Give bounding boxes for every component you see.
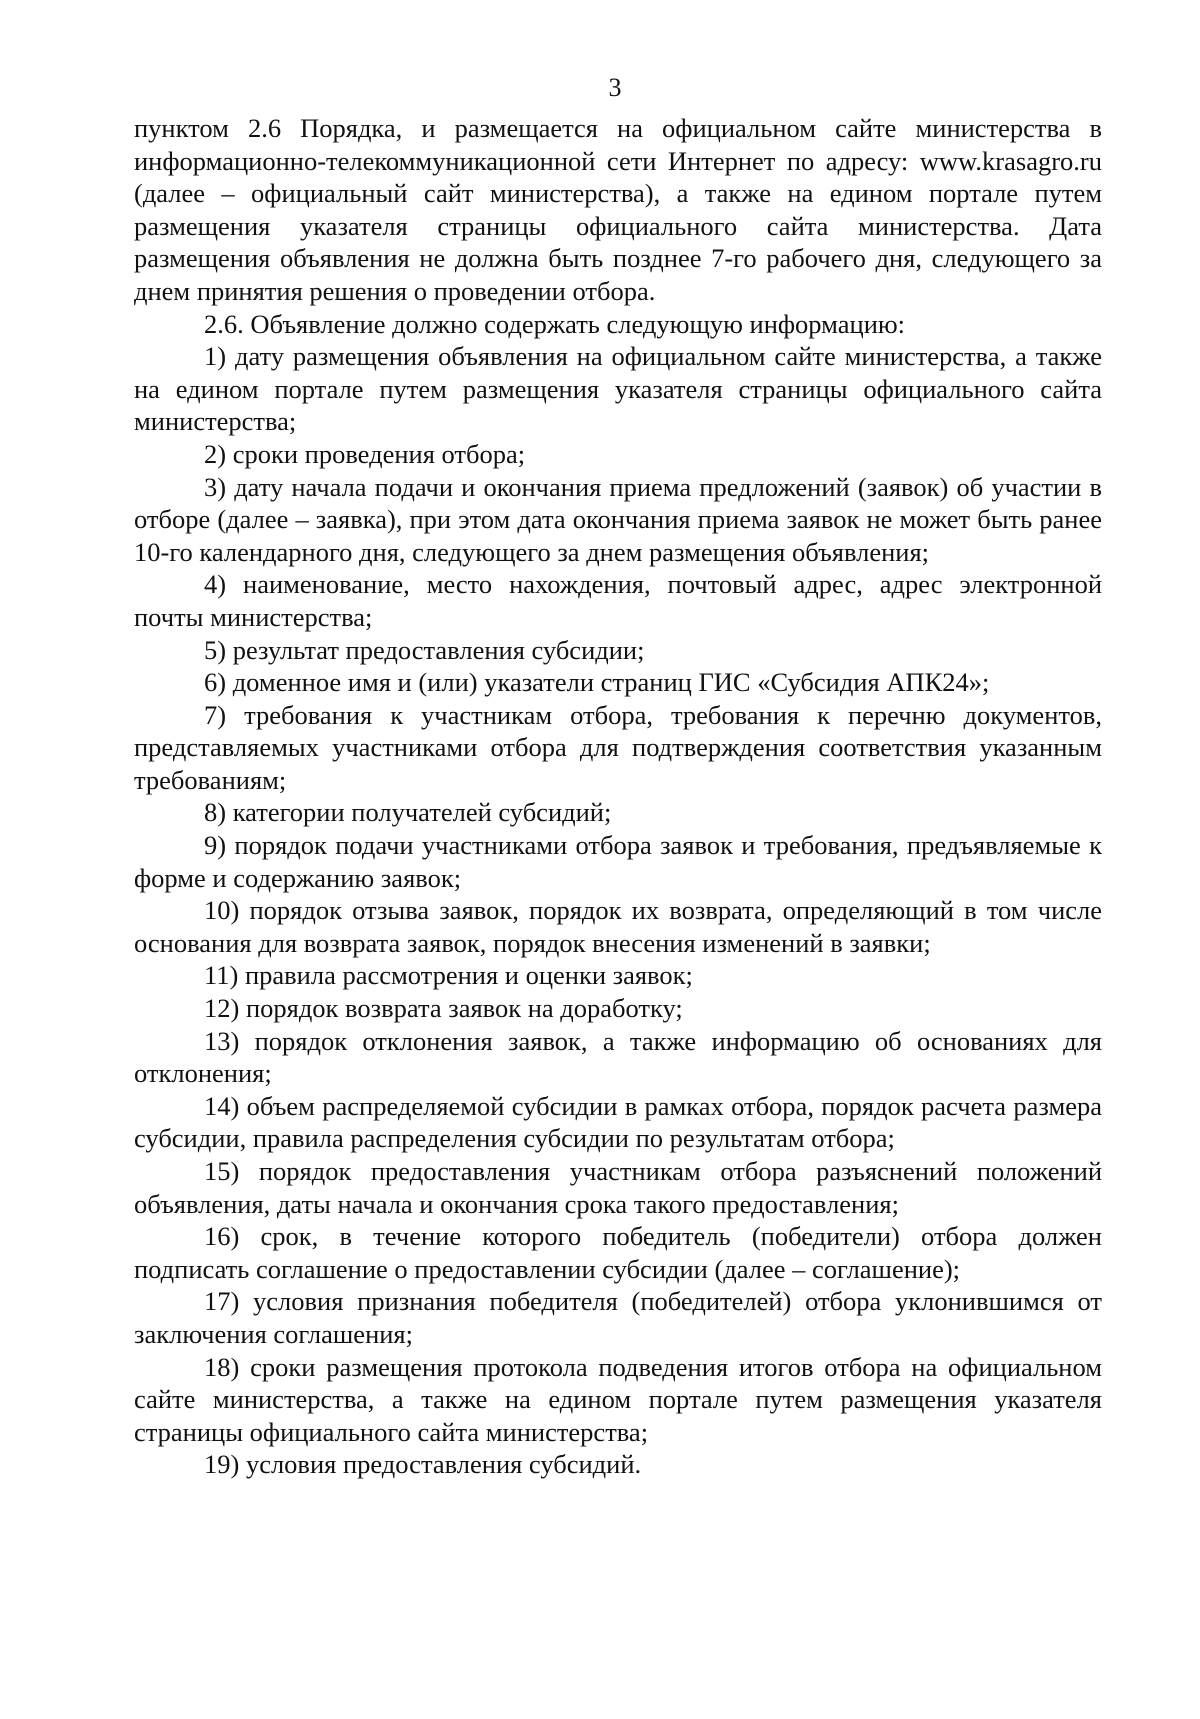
list-item-19: 19) условия предоставления субсидий. <box>204 1449 642 1480</box>
list-item-2: 2) сроки проведения отбора; <box>204 438 526 469</box>
list-item-11: 11) правила рассмотрения и оценки заявок; <box>204 960 693 991</box>
list-item-17: 17) условия признания победителя (победителей) отбора уклонившимся от заключения соглашения; <box>134 1286 1102 1349</box>
list-item-13: 13) порядок отклонения заявок, а также информацию об основаниях для отклонения; <box>134 1025 1102 1089</box>
list-item-3: 3) дату начала подачи и окончания приема предложений (заявок) об участии в отборе (далее – заявка), при этом дата окончания приема заявок не может быть ранее 10-го календарного дня, следующего за днем размещения объявления; <box>134 471 1102 567</box>
list-item-15: 15) порядок предоставления участникам отбора разъяснений положений объявления, даты начала и окончания срока такого предоставления; <box>134 1156 1102 1219</box>
list-item-8: 8) категории получателей субсидий; <box>204 797 612 828</box>
paragraph-intro: пунктом 2.6 Порядка, и размещается на официальном сайте министерства в информационно-телекоммуникационной сети Интернет по адресу: www.krasagro.ru (далее – официальный сайт министерства), а также на едином портале путем размещения указателя страницы официального сайта министерства. Дата размещения объявления не должна быть позднее 7-го рабочего дня, следующего за днем принятия решения о проведении отбора. <box>134 113 1102 306</box>
list-item-12: 12) порядок возврата заявок на доработку; <box>204 993 683 1024</box>
list-item-14: 14) объем распределяемой субсидии в рамках отбора, порядок расчета размера субсидии, правила распределения субсидии по результатам отбора; <box>134 1090 1102 1154</box>
list-item-16: 16) срок, в течение которого победитель (победители) отбора должен подписать соглашение о предоставлении субсидии (далее – соглашение); <box>134 1221 1102 1284</box>
list-item-4: 4) наименование, место нахождения, почтовый адрес, адрес электронной почты министерства; <box>134 569 1102 632</box>
list-item-6: 6) доменное имя и (или) указатели страниц ГИС «Субсидия АПК24»; <box>204 667 990 698</box>
list-item-18: 18) сроки размещения протокола подведения итогов отбора на официальном сайте министерства, а также на едином портале путем размещения указателя страницы официального сайта министерства; <box>134 1351 1102 1447</box>
page-number: 3 <box>608 73 622 102</box>
list-item-7: 7) требования к участникам отбора, требования к перечню документов, представляемых участниками отбора для подтверждения соответствия указанным требованиям; <box>134 699 1102 795</box>
section-heading-2-6: 2.6. Объявление должно содержать следующую информацию: <box>204 308 906 339</box>
list-item-9: 9) порядок подачи участниками отбора заявок и требования, предъявляемые к форме и содержанию заявок; <box>134 830 1102 893</box>
document-body <box>134 112 1102 1481</box>
list-item-1: 1) дату размещения объявления на официальном сайте министерства, а также на едином портале путем размещения указателя страницы официального сайта министерства; <box>134 341 1102 437</box>
list-item-10: 10) порядок отзыва заявок, порядок их возврата, определяющий в том числе основания для возврата заявок, порядок внесения изменений в заявки; <box>134 895 1102 958</box>
list-item-5: 5) результат предоставления субсидии; <box>204 634 645 665</box>
